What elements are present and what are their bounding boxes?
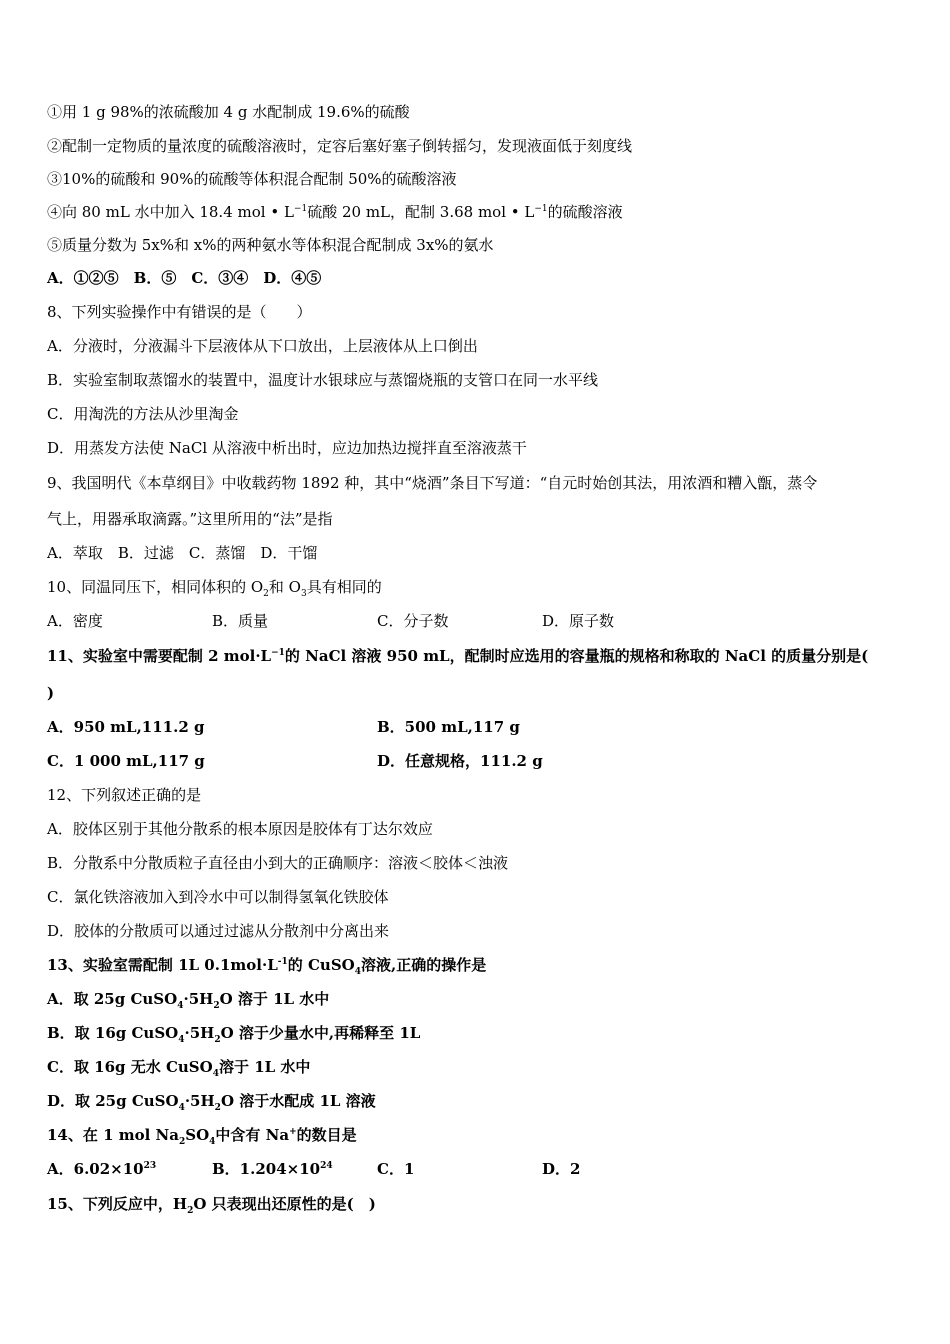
q10-stem: 10、同温同压下，相同体积的 $O_2$和 $O_3$具有相同的: [47, 578, 382, 599]
q11-option-c: C．1 000 mL,117 g: [47, 752, 205, 770]
q13-option-c: C．取 16g 无水 CuSO$_4$溶于 1L 水中: [47, 1058, 311, 1079]
q7-answer-options: A．①②⑤ B．⑤ C．③④ D．④⑤: [47, 269, 322, 287]
q15-stem: 15、下列反应中，$H_2O$ 只表现出还原性的是( ): [47, 1195, 376, 1216]
q14-option-a: A．$6.02\times 10^{23}$: [47, 1160, 157, 1178]
q12-stem: 12、下列叙述正确的是: [47, 786, 202, 804]
q11-stem-line1: 11、实验室中需要配制 2 $mol\cdot L^{-1}$的 NaCl 溶液 950 mL，配制时应选用的容量瓶的规格和称取的 NaCl 的质量分别是(: [47, 647, 869, 665]
q14-option-c: C．1: [377, 1160, 415, 1178]
q9-answer-options: A．萃取 B．过滤 C．蒸馏 D．干馏: [47, 544, 318, 562]
q10-option-a: A．密度: [47, 612, 103, 630]
q11-stem-line2: ): [47, 684, 55, 702]
q8-option-d: D．用蒸发方法使 NaCl 从溶液中析出时，应边加热边搅拌直至溶液蒸干: [47, 439, 527, 457]
q10-option-b: B．质量: [212, 612, 269, 630]
q13-option-d: D．取 25g $CuSO_4\cdot 5H_2O$ 溶于水配成 1L 溶液: [47, 1092, 376, 1113]
q9-stem-line1: 9、我国明代《本草纲目》中收载药物 1892 种，其中“烧酒”条目下写道：“自元时始创其法，用浓酒和糟入甑，蒸令: [47, 474, 818, 492]
q13-option-b: B．取 16g $CuSO_4\cdot 5H_2O$ 溶于少量水中,再稀释至 1L: [47, 1024, 421, 1045]
q11-option-a: A．950 mL,111.2 g: [47, 718, 205, 736]
q9-stem-line2: 气上，用器承取滴露。”这里所用的“法”是指: [47, 510, 333, 528]
q8-option-a: A．分液时，分液漏斗下层液体从下口放出，上层液体从上口倒出: [47, 337, 478, 355]
q12-option-c: C．氯化铁溶液加入到冷水中可以制得氢氧化铁胶体: [47, 888, 389, 906]
q14-stem: 14、在 1 mol $Na_2SO_4$中含有 Na+的数目是: [47, 1126, 357, 1147]
q8-option-b: B．实验室制取蒸馏水的装置中，温度计水银球应与蒸馏烧瓶的支管口在同一水平线: [47, 371, 599, 389]
q12-option-d: D．胶体的分散质可以通过过滤从分散剂中分离出来: [47, 922, 390, 940]
q13-stem: 13、实验室需配制 1L $0.1mol\cdot L^{-1}$的 CuSO$_4$溶液,正确的操作是: [47, 956, 487, 977]
q11-option-b: B．500 mL,117 g: [377, 718, 520, 736]
q10-option-c: C．分子数: [377, 612, 449, 630]
q7-item-1: ①用 1 g 98%的浓硫酸加 4 g 水配制成 19.6%的硫酸: [47, 103, 410, 121]
q8-option-c: C．用淘洗的方法从沙里淘金: [47, 405, 239, 423]
q7-item-5: ⑤质量分数为 5x%和 x%的两种氨水等体积混合配制成 3x%的氨水: [47, 236, 494, 254]
q11-option-d: D．任意规格，111.2 g: [377, 752, 543, 770]
q7-item-2: ②配制一定物质的量浓度的硫酸溶液时，定容后塞好塞子倒转摇匀，发现液面低于刻度线: [47, 137, 633, 155]
q7-item-3: ③10%的硫酸和 90%的硫酸等体积混合配制 50%的硫酸溶液: [47, 170, 457, 188]
q12-option-b: B．分散系中分散质粒子直径由小到大的正确顺序：溶液＜胶体＜浊液: [47, 854, 509, 872]
q8-stem: 8、下列实验操作中有错误的是（ ）: [47, 303, 312, 321]
q12-option-a: A．胶体区别于其他分散系的根本原因是胶体有丁达尔效应: [47, 820, 433, 838]
q13-option-a: A．取 25g $CuSO_4\cdot 5H_2O$ 溶于 1L 水中: [47, 990, 330, 1011]
q10-option-d: D．原子数: [542, 612, 615, 630]
q14-option-b: B．$1.204\times 10^{24}$: [212, 1160, 333, 1178]
q14-option-d: D．2: [542, 1160, 581, 1178]
q7-item-4: ④向 80 mL 水中加入 18.4 mol • $L^{-1}$硫酸 20 mL，配制 3.68 mol • $L^{-1}$的硫酸溶液: [47, 203, 623, 221]
